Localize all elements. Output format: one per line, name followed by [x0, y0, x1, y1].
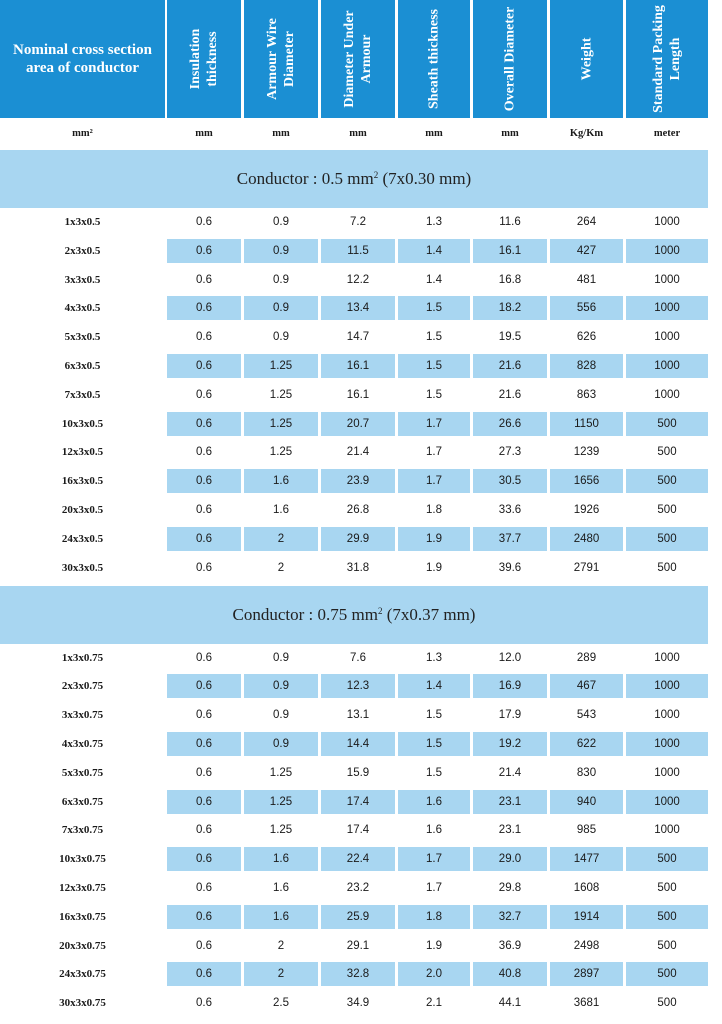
cell-size: 6x3x0.75: [61, 796, 104, 808]
cell-dia-under-armour: 32.8: [321, 962, 395, 986]
cell-weight: 2791: [573, 562, 600, 574]
cell-weight: 1914: [550, 905, 623, 929]
cell-armour-wire: 1.25: [269, 446, 293, 458]
cell-weight: 481: [576, 274, 597, 286]
header-label: Armour Wire Diameter: [265, 18, 297, 100]
table-row: [0, 818, 722, 842]
table-row: [0, 991, 722, 1015]
cell-armour-wire: 2: [277, 940, 285, 952]
cell-packing-length: 500: [657, 562, 677, 574]
cell-packing-length: 1000: [654, 824, 680, 836]
table-row: [0, 703, 722, 727]
cell-dia-under-armour: 25.9: [321, 905, 395, 929]
cell-size: 10x3x0.75: [59, 853, 106, 865]
cell-size: 16x3x0.75: [59, 911, 106, 923]
cell-overall-dia: 19.5: [498, 331, 522, 343]
cell-insulation: 0.6: [167, 732, 241, 756]
cell-packing-length: 1000: [626, 354, 708, 378]
cell-insulation: 0.6: [167, 354, 241, 378]
cell-weight: 2498: [573, 940, 600, 952]
table-row: [0, 498, 722, 522]
cell-insulation: 0.6: [167, 412, 241, 436]
cell-size: 7x3x0.75: [61, 824, 104, 836]
cell-insulation: 0.6: [167, 790, 241, 814]
table-row: [0, 962, 722, 986]
cell-size: 1x3x0.75: [61, 652, 104, 664]
cell-packing-length: 1000: [626, 732, 708, 756]
cell-weight: 863: [576, 389, 597, 401]
cell-size: 3x3x0.75: [61, 709, 104, 721]
cell-dia-under-armour: 31.8: [346, 562, 370, 574]
table-row: [0, 268, 722, 292]
cell-packing-length: 500: [657, 504, 677, 516]
header-label: Standard Packing Length: [651, 5, 683, 113]
cell-armour-wire: 1.25: [244, 354, 318, 378]
cell-sheath: 1.4: [398, 674, 470, 698]
cell-packing-length: 1000: [654, 331, 680, 343]
cell-sheath: 1.7: [398, 412, 470, 436]
cell-overall-dia: 16.1: [473, 239, 547, 263]
cell-overall-dia: 37.7: [473, 527, 547, 551]
cell-dia-under-armour: 16.1: [346, 389, 370, 401]
cell-packing-length: 500: [657, 446, 677, 458]
cell-weight: 467: [550, 674, 623, 698]
table-row: [0, 761, 722, 785]
cell-overall-dia: 36.9: [498, 940, 522, 952]
unit-dia-under-armour: mm: [349, 128, 367, 139]
cell-packing-length: 500: [626, 527, 708, 551]
cell-weight: 1239: [573, 446, 600, 458]
cell-size: 10x3x0.5: [61, 418, 104, 430]
cell-armour-wire: 1.25: [269, 824, 293, 836]
cell-weight: 556: [550, 296, 623, 320]
cell-dia-under-armour: 29.1: [346, 940, 370, 952]
cell-overall-dia: 33.6: [498, 504, 522, 516]
header-weight: [550, 0, 623, 118]
cell-overall-dia: 21.6: [473, 354, 547, 378]
cell-dia-under-armour: 23.2: [346, 882, 370, 894]
cell-sheath: 1.8: [398, 905, 470, 929]
cell-packing-length: 500: [626, 962, 708, 986]
cell-overall-dia: 21.4: [498, 767, 522, 779]
cell-size: 12x3x0.5: [61, 446, 104, 458]
cell-armour-wire: 0.9: [244, 732, 318, 756]
cell-insulation: 0.6: [196, 709, 212, 721]
cell-packing-length: 500: [626, 412, 708, 436]
cell-insulation: 0.6: [167, 239, 241, 263]
cell-packing-length: 500: [626, 905, 708, 929]
cell-sheath: 1.5: [426, 331, 442, 343]
cell-dia-under-armour: 23.9: [321, 469, 395, 493]
cell-insulation: 0.6: [167, 527, 241, 551]
cell-overall-dia: 26.6: [473, 412, 547, 436]
cell-dia-under-armour: 29.9: [321, 527, 395, 551]
cell-overall-dia: 11.6: [499, 216, 521, 228]
table-row: [0, 239, 722, 263]
cell-overall-dia: 32.7: [473, 905, 547, 929]
cell-packing-length: 1000: [626, 790, 708, 814]
cell-overall-dia: 29.8: [498, 882, 522, 894]
table-row: [0, 412, 722, 436]
cell-overall-dia: 19.2: [473, 732, 547, 756]
cell-size: 24x3x0.5: [61, 533, 104, 545]
cell-weight: 1926: [573, 504, 600, 516]
cell-insulation: 0.6: [196, 331, 212, 343]
cell-armour-wire: 1.25: [244, 412, 318, 436]
cell-packing-length: 1000: [626, 674, 708, 698]
table-row: [0, 732, 722, 756]
cell-weight: 427: [550, 239, 623, 263]
header-overall-dia: [473, 0, 547, 118]
cell-armour-wire: 1.6: [273, 882, 289, 894]
header-label: Insulation thickness: [188, 28, 220, 90]
cell-insulation: 0.6: [196, 274, 212, 286]
cell-sheath: 1.7: [426, 446, 442, 458]
cell-sheath: 1.3: [426, 216, 442, 228]
header-label: Nominal cross section area of conductor: [13, 42, 152, 76]
cell-dia-under-armour: 14.7: [346, 331, 370, 343]
cell-insulation: 0.6: [196, 652, 212, 664]
cell-packing-length: 1000: [654, 652, 680, 664]
cell-weight: 1477: [550, 847, 623, 871]
cell-sheath: 2.1: [426, 997, 442, 1009]
cell-dia-under-armour: 13.1: [346, 709, 370, 721]
cell-dia-under-armour: 11.5: [321, 239, 395, 263]
header-label: Overall Diameter: [502, 6, 518, 112]
cell-packing-length: 1000: [654, 216, 680, 228]
cell-packing-length: 500: [657, 882, 677, 894]
cell-armour-wire: 1.25: [244, 790, 318, 814]
section-title-superscript: 2: [377, 605, 383, 616]
table-row: [0, 934, 722, 958]
cell-insulation: 0.6: [167, 469, 241, 493]
cell-insulation: 0.6: [196, 389, 212, 401]
cell-packing-length: 1000: [654, 389, 680, 401]
cell-dia-under-armour: 16.1: [321, 354, 395, 378]
cell-sheath: 1.9: [426, 562, 442, 574]
unit-armour-wire: mm: [272, 128, 290, 139]
cell-armour-wire: 0.9: [244, 296, 318, 320]
cell-armour-wire: 1.6: [273, 504, 289, 516]
cell-overall-dia: 18.2: [473, 296, 547, 320]
header-insulation: [167, 0, 241, 118]
cell-dia-under-armour: 7.6: [350, 652, 366, 664]
cell-dia-under-armour: 20.7: [321, 412, 395, 436]
cell-armour-wire: 0.9: [273, 331, 289, 343]
cell-armour-wire: 0.9: [273, 274, 289, 286]
cell-dia-under-armour: 7.2: [350, 216, 366, 228]
cell-packing-length: 1000: [654, 767, 680, 779]
cell-dia-under-armour: 17.4: [321, 790, 395, 814]
cell-overall-dia: 16.8: [498, 274, 522, 286]
cell-size: 4x3x0.5: [64, 302, 101, 314]
cell-weight: 985: [576, 824, 597, 836]
table-row: [0, 556, 722, 580]
cell-dia-under-armour: 26.8: [346, 504, 370, 516]
table-row: [0, 325, 722, 349]
cell-armour-wire: 2: [244, 527, 318, 551]
cell-dia-under-armour: 12.2: [346, 274, 370, 286]
table-row: [0, 469, 722, 493]
cell-weight: 830: [576, 767, 597, 779]
table-row: [0, 905, 722, 929]
cell-size: 24x3x0.75: [59, 968, 106, 980]
cell-weight: 1608: [573, 882, 600, 894]
cell-size: 20x3x0.75: [59, 940, 106, 952]
cell-packing-length: 500: [657, 997, 677, 1009]
cell-size: 7x3x0.5: [64, 389, 101, 401]
cell-size: 4x3x0.75: [61, 738, 104, 750]
cell-weight: 264: [576, 216, 597, 228]
cell-armour-wire: 1.6: [244, 469, 318, 493]
section-title-text: Conductor : 0.5 mm: [236, 169, 374, 188]
header-size: [0, 0, 165, 118]
cell-overall-dia: 21.6: [498, 389, 522, 401]
table-row: [0, 210, 722, 234]
cell-dia-under-armour: 17.4: [346, 824, 370, 836]
cell-insulation: 0.6: [196, 767, 212, 779]
cell-insulation: 0.6: [196, 882, 212, 894]
cell-overall-dia: 17.9: [498, 709, 522, 721]
cell-dia-under-armour: 14.4: [321, 732, 395, 756]
cell-insulation: 0.6: [167, 296, 241, 320]
table-row: [0, 527, 722, 551]
cell-dia-under-armour: 34.9: [346, 997, 370, 1009]
cell-overall-dia: 39.6: [498, 562, 522, 574]
header-label: Weight: [579, 37, 594, 81]
cell-armour-wire: 0.9: [244, 674, 318, 698]
cell-weight: 2480: [550, 527, 623, 551]
header-label: Sheath thickness: [426, 9, 442, 109]
cell-armour-wire: 0.9: [273, 709, 289, 721]
cell-insulation: 0.6: [167, 962, 241, 986]
cell-sheath: 1.9: [426, 940, 442, 952]
cell-dia-under-armour: 13.4: [321, 296, 395, 320]
cell-packing-length: 500: [626, 469, 708, 493]
cell-dia-under-armour: 15.9: [346, 767, 370, 779]
cell-weight: 622: [550, 732, 623, 756]
unit-packing-length: meter: [653, 128, 681, 139]
cell-insulation: 0.6: [196, 940, 212, 952]
table-row: [0, 847, 722, 871]
cell-weight: 828: [550, 354, 623, 378]
unit-size: mm²: [72, 128, 93, 139]
table-row: [0, 383, 722, 407]
header-label: Diameter Under Armour: [342, 10, 374, 108]
cell-overall-dia: 16.9: [473, 674, 547, 698]
cell-packing-length: 1000: [654, 709, 680, 721]
cell-weight: 940: [550, 790, 623, 814]
unit-insulation: mm: [195, 128, 213, 139]
cell-dia-under-armour: 22.4: [321, 847, 395, 871]
cell-insulation: 0.6: [196, 562, 212, 574]
table-row: [0, 354, 722, 378]
cell-sheath: 1.9: [398, 527, 470, 551]
cell-sheath: 1.7: [398, 469, 470, 493]
cell-overall-dia: 44.1: [498, 997, 522, 1009]
header-armour-wire: [244, 0, 318, 118]
cell-sheath: 1.3: [426, 652, 442, 664]
table-row: [0, 790, 722, 814]
cell-sheath: 1.5: [426, 389, 442, 401]
section-title: [0, 586, 708, 644]
cell-armour-wire: 1.6: [244, 847, 318, 871]
cell-insulation: 0.6: [196, 446, 212, 458]
cell-sheath: 1.7: [426, 882, 442, 894]
units-row: [0, 118, 722, 150]
cell-sheath: 1.5: [398, 732, 470, 756]
cell-insulation: 0.6: [167, 847, 241, 871]
table-row: [0, 440, 722, 464]
cell-sheath: 1.6: [426, 824, 442, 836]
unit-weight: Kg/Km: [569, 128, 604, 139]
cell-armour-wire: 1.6: [244, 905, 318, 929]
cell-packing-length: 1000: [654, 274, 680, 286]
cell-sheath: 1.7: [398, 847, 470, 871]
cell-weight: 626: [576, 331, 597, 343]
cell-insulation: 0.6: [167, 905, 241, 929]
cell-weight: 289: [576, 652, 597, 664]
header-sheath: [398, 0, 470, 118]
cell-sheath: 1.8: [426, 504, 442, 516]
cell-overall-dia: 23.1: [498, 824, 522, 836]
cell-overall-dia: 27.3: [498, 446, 522, 458]
cell-armour-wire: 0.9: [273, 652, 289, 664]
cell-sheath: 1.6: [398, 790, 470, 814]
section-title-superscript: 2: [373, 170, 379, 180]
cell-packing-length: 1000: [626, 239, 708, 263]
cell-armour-wire: 2.5: [273, 997, 289, 1009]
cell-packing-length: 500: [657, 940, 677, 952]
cell-size: 30x3x0.5: [61, 562, 104, 574]
cell-weight: 3681: [573, 997, 600, 1009]
cell-armour-wire: 1.25: [269, 767, 293, 779]
cell-size: 3x3x0.5: [64, 274, 101, 286]
cell-insulation: 0.6: [196, 824, 212, 836]
cell-weight: 2897: [550, 962, 623, 986]
table-row: [0, 646, 722, 670]
section-title: [0, 150, 708, 208]
section-title-text: Conductor : 0.75 mm: [232, 604, 378, 624]
cell-sheath: 1.4: [426, 274, 442, 286]
cell-insulation: 0.6: [196, 504, 212, 516]
cell-size: 5x3x0.5: [64, 331, 101, 343]
cell-weight: 1656: [550, 469, 623, 493]
table-row: [0, 296, 722, 320]
cell-sheath: 1.5: [398, 354, 470, 378]
cell-sheath: 1.5: [426, 709, 442, 721]
cell-size: 12x3x0.75: [59, 882, 106, 894]
cell-insulation: 0.6: [196, 997, 212, 1009]
header-packing-length: [626, 0, 708, 118]
unit-sheath: mm: [425, 128, 443, 139]
cell-weight: 1150: [550, 412, 623, 436]
cell-packing-length: 500: [626, 847, 708, 871]
cell-weight: 543: [576, 709, 597, 721]
header-dia-under-armour: [321, 0, 395, 118]
cell-armour-wire: 2: [277, 562, 285, 574]
table-row: [0, 674, 722, 698]
cell-armour-wire: 0.9: [244, 239, 318, 263]
section-title-detail: (7x0.37 mm): [382, 604, 476, 624]
cell-size: 20x3x0.5: [61, 504, 104, 516]
cell-size: 30x3x0.75: [59, 997, 106, 1009]
cell-insulation: 0.6: [196, 216, 212, 228]
cell-overall-dia: 12.0: [498, 652, 522, 664]
cell-packing-length: 1000: [626, 296, 708, 320]
cell-sheath: 1.4: [398, 239, 470, 263]
cell-overall-dia: 40.8: [473, 962, 547, 986]
cell-sheath: 1.5: [426, 767, 442, 779]
cell-overall-dia: 30.5: [473, 469, 547, 493]
cell-armour-wire: 1.25: [269, 389, 293, 401]
cell-armour-wire: 2: [244, 962, 318, 986]
cell-size: 6x3x0.5: [64, 360, 101, 372]
cell-overall-dia: 29.0: [473, 847, 547, 871]
section-title-detail: (7x0.30 mm): [378, 169, 472, 188]
cell-dia-under-armour: 21.4: [346, 446, 370, 458]
cell-armour-wire: 0.9: [273, 216, 289, 228]
cell-dia-under-armour: 12.3: [321, 674, 395, 698]
table-row: [0, 876, 722, 900]
unit-overall-dia: mm: [501, 128, 519, 139]
cell-size: 16x3x0.5: [61, 475, 104, 487]
cell-overall-dia: 23.1: [473, 790, 547, 814]
cell-size: 1x3x0.5: [64, 216, 101, 228]
cell-insulation: 0.6: [167, 674, 241, 698]
cell-size: 2x3x0.5: [64, 245, 101, 257]
cell-sheath: 1.5: [398, 296, 470, 320]
cell-sheath: 2.0: [398, 962, 470, 986]
cell-size: 2x3x0.75: [61, 680, 104, 692]
cell-size: 5x3x0.75: [61, 767, 104, 779]
